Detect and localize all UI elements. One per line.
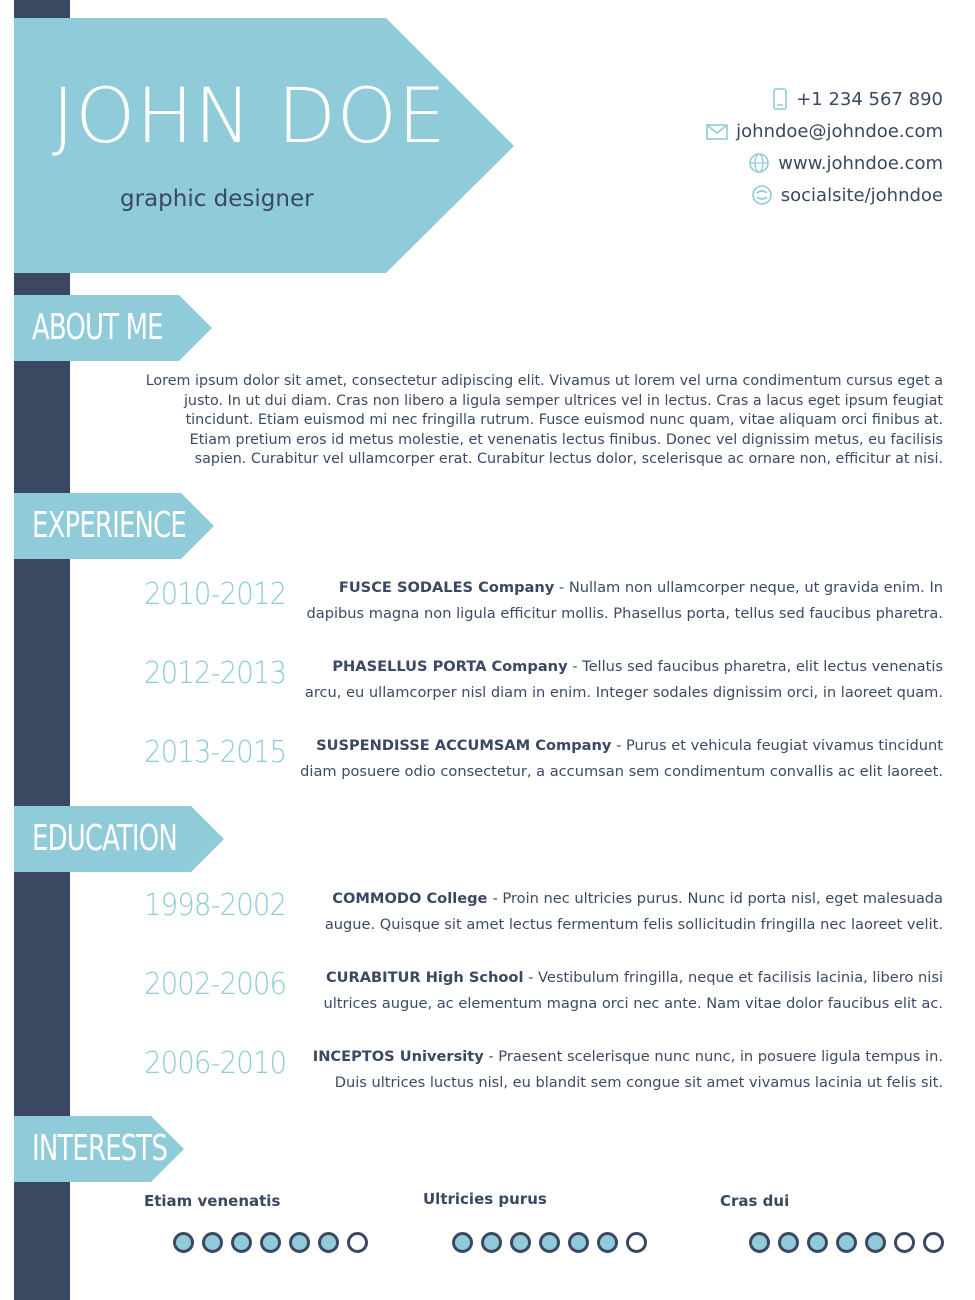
social-icon bbox=[751, 184, 773, 206]
entry-description bbox=[293, 965, 943, 1017]
entry-text: - Praesent scelerisque nunc nunc, in posuere ligula tempus in. Duis ultrices luctus nisl, eu blandit sem congue sit amet vivamus lacinia ut felis sit. bbox=[334, 1048, 943, 1091]
section-tab-experience bbox=[14, 493, 214, 559]
rating-dot-filled bbox=[202, 1232, 223, 1253]
entry-description bbox=[293, 575, 943, 627]
entry-org: PHASELLUS PORTA Company bbox=[332, 658, 568, 675]
entry-org: CURABITUR High School bbox=[325, 969, 524, 986]
rating-dot-filled bbox=[597, 1232, 618, 1253]
rating-dot-filled bbox=[836, 1232, 857, 1253]
about-text: Lorem ipsum dolor sit amet, consectetur adipiscing elit. Vivamus ut lorem vel urna condimentum cursus eget a justo. In ut dui diam. Cras non libero a ligula semper ultrices vel in lectus. Cras a lacus eget ipsum feugiat tincidunt. Etiam euismod mi nec fringilla rutrum. Fusce euismod nunc quam, vitae aliquam orci finibus at. Etiam pretium eros id metus molestie, et venenatis lectus finibus. Donec vel dignissim metus, eu facilisis sapien. Curabitur vel ullamcorper erat. Curabitur lectus dolor, scelerisque ac ornare non, efficitur at nisi. bbox=[145, 373, 943, 468]
rating-dot-empty bbox=[923, 1232, 944, 1253]
job-title: graphic designer bbox=[120, 186, 314, 212]
entry-years: 2012-2013 bbox=[144, 656, 287, 691]
education-entry bbox=[140, 965, 943, 1025]
rating-dot-filled bbox=[260, 1232, 281, 1253]
experience-entry bbox=[140, 733, 943, 793]
entry-text: - Tellus sed faucibus pharetra, elit lectus venenatis arcu, eu ullamcorper nisl diam in enim. Integer sodales dignissim orci, in laoreet quam. bbox=[304, 658, 943, 701]
entry-org: FUSCE SODALES Company bbox=[338, 579, 555, 596]
entry-description bbox=[293, 733, 943, 785]
rating-dot-filled bbox=[510, 1232, 531, 1253]
education-entry bbox=[140, 1044, 943, 1104]
rating-dot-empty bbox=[347, 1232, 368, 1253]
entry-text: - Vestibulum fringilla, neque et facilisis lacinia, libero nisi ultrices augue, ac elementum magna orci nec ante. Nam vitae dolor faucibus elit ac. bbox=[323, 969, 943, 1012]
experience-entry bbox=[140, 575, 943, 635]
rating-dot-filled bbox=[778, 1232, 799, 1253]
entry-description bbox=[293, 886, 943, 938]
interest-label: Ultricies purus bbox=[423, 1190, 547, 1208]
contact-website bbox=[643, 148, 943, 178]
entry-org: SUSPENDISSE ACCUMSAM Company bbox=[316, 737, 612, 754]
section-title-experience: EXPERIENCE bbox=[32, 505, 186, 546]
rating-dot-filled bbox=[539, 1232, 560, 1253]
rating-dot-filled bbox=[173, 1232, 194, 1253]
interest-label: Cras dui bbox=[720, 1192, 790, 1210]
rating-dot-filled bbox=[807, 1232, 828, 1253]
entry-org: COMMODO College bbox=[332, 890, 493, 907]
website-text[interactable]: www.johndoe.com bbox=[778, 152, 943, 174]
entry-org: INCEPTOS University bbox=[312, 1048, 484, 1065]
section-tab-education bbox=[14, 806, 224, 872]
entry-years: 2013-2015 bbox=[144, 735, 287, 770]
interest-rating bbox=[749, 1232, 952, 1253]
experience-entry bbox=[140, 654, 943, 714]
phone-icon bbox=[772, 88, 788, 110]
rating-dot-filled bbox=[289, 1232, 310, 1253]
section-tab-interests bbox=[14, 1116, 184, 1182]
entry-years: 2002-2006 bbox=[144, 967, 287, 1002]
person-name: JOHN DOE bbox=[52, 71, 447, 160]
contact-phone bbox=[643, 84, 943, 114]
envelope-icon bbox=[706, 122, 728, 140]
rating-dot-filled bbox=[865, 1232, 886, 1253]
entry-text: - Nullam non ullamcorper neque, ut gravida enim. In dapibus magna non ligula efficitur mollis. Phasellus porta, tellus sed faucibus pharetra. bbox=[306, 579, 943, 622]
interest-item bbox=[720, 1192, 789, 1210]
interest-rating bbox=[452, 1232, 655, 1253]
rating-dot-empty bbox=[626, 1232, 647, 1253]
contact-list bbox=[643, 84, 943, 212]
entry-text: - Purus et vehicula feugiat vivamus tincidunt diam posuere odio consectetur, a accumsan sem condimentum convallis ac elit laoreet. bbox=[300, 737, 943, 780]
interest-item bbox=[144, 1192, 280, 1210]
rating-dot-filled bbox=[568, 1232, 589, 1253]
education-entry bbox=[140, 886, 943, 946]
section-tab-about bbox=[14, 295, 212, 361]
rating-dot-filled bbox=[749, 1232, 770, 1253]
entry-text: - Proin nec ultricies purus. Nunc id porta nisl, eget malesuada augue. Quisque sit amet lectus fermentum felis sollicitudin fringilla nec laoreet velit. bbox=[324, 890, 943, 933]
entry-years: 2006-2010 bbox=[144, 1046, 287, 1081]
contact-social bbox=[643, 180, 943, 210]
entry-years: 1998-2002 bbox=[144, 888, 287, 923]
rating-dot-filled bbox=[481, 1232, 502, 1253]
section-title-about: ABOUT ME bbox=[32, 307, 163, 348]
rating-dot-filled bbox=[318, 1232, 339, 1253]
globe-icon bbox=[748, 152, 770, 174]
rating-dot-empty bbox=[894, 1232, 915, 1253]
section-title-interests: INTERESTS bbox=[32, 1128, 168, 1169]
email-text[interactable]: johndoe@johndoe.com bbox=[736, 120, 943, 142]
rating-dot-filled bbox=[452, 1232, 473, 1253]
interest-rating bbox=[173, 1232, 376, 1253]
interest-label: Etiam venenatis bbox=[144, 1192, 281, 1210]
entry-years: 2010-2012 bbox=[144, 577, 287, 612]
contact-email bbox=[643, 116, 943, 146]
phone-text[interactable]: +1 234 567 890 bbox=[796, 88, 943, 110]
entry-description bbox=[293, 654, 943, 706]
rating-dot-filled bbox=[231, 1232, 252, 1253]
entry-description bbox=[293, 1044, 943, 1096]
interest-item bbox=[423, 1190, 547, 1208]
section-title-education: EDUCATION bbox=[32, 818, 177, 859]
social-text[interactable]: socialsite/johndoe bbox=[780, 184, 943, 206]
